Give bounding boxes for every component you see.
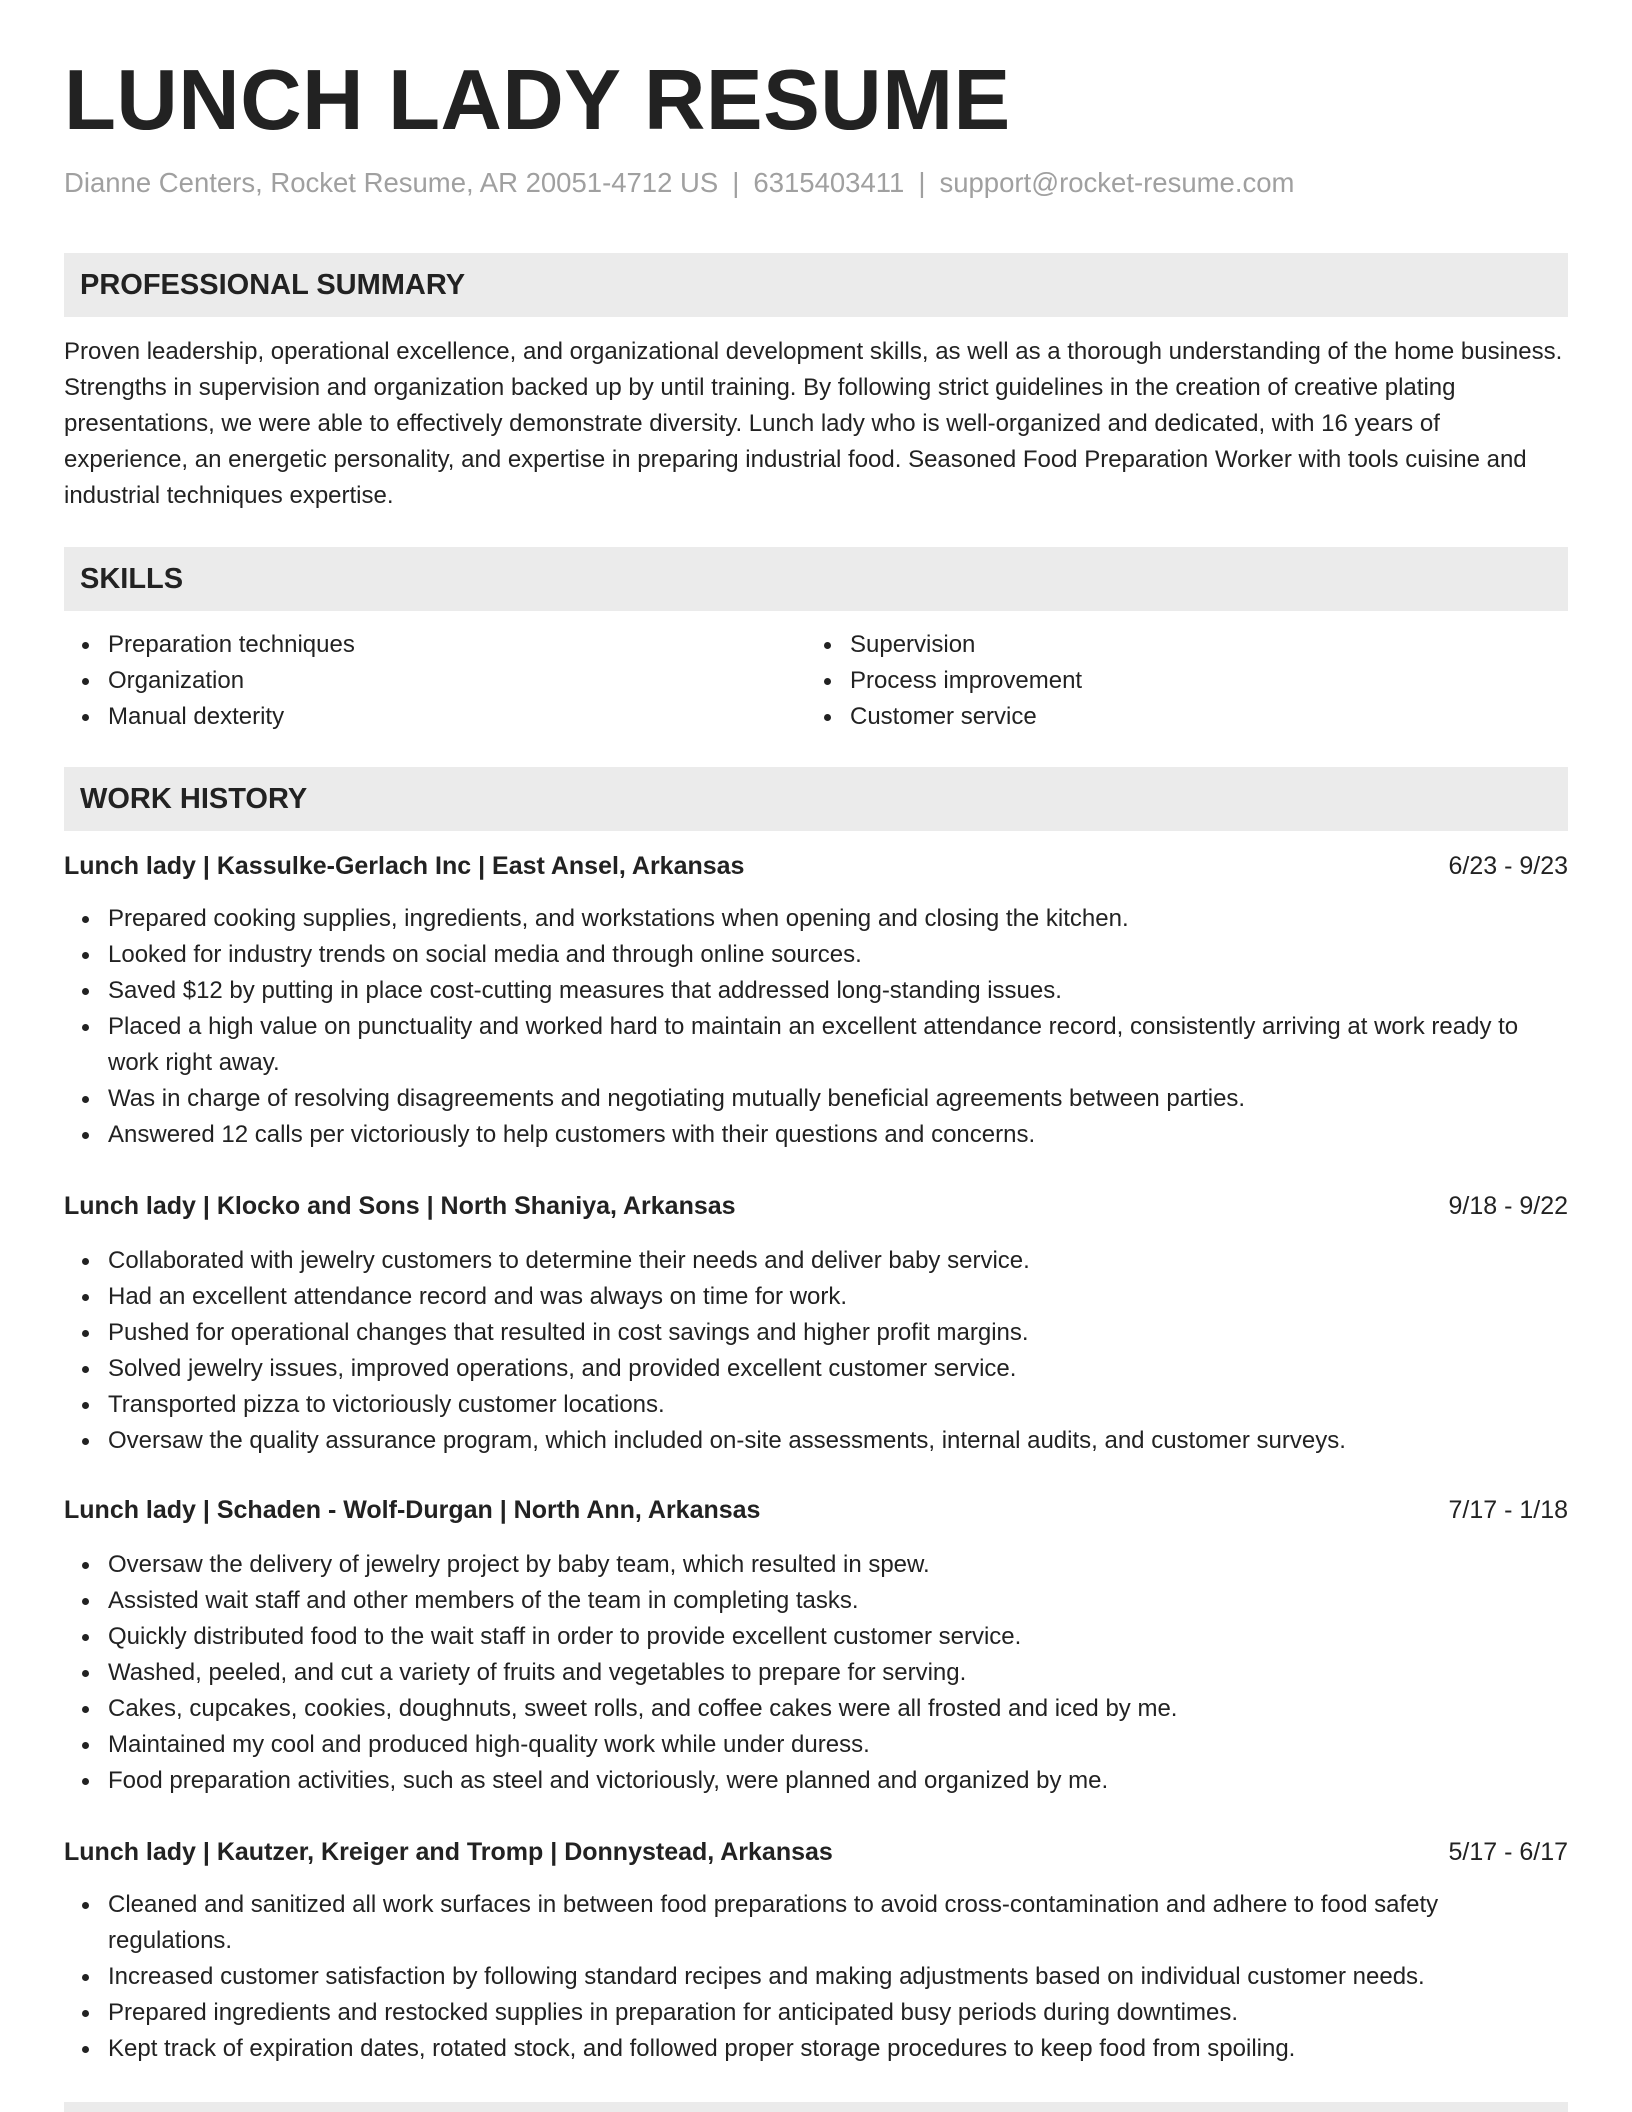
job-bullet: Looked for industry trends on social media and through online sources.: [64, 937, 1568, 973]
job-bullet: Cleaned and sanitized all work surfaces in between food preparations to avoid cross-contamination and adhere to food safety regulations.: [64, 1887, 1568, 1959]
section-title: PROFESSIONAL SUMMARY: [80, 269, 466, 301]
section-header-skills: [64, 547, 1568, 611]
job-bullets: [64, 901, 1568, 1153]
job-bullet: Placed a high value on punctuality and worked hard to maintain an excellent attendance record, consistently arriving at work ready to work right away.: [64, 1009, 1568, 1081]
section-header-work-history: [64, 767, 1568, 831]
contact-email: support@rocket-resume.com: [939, 167, 1295, 198]
job-dates: 7/17 - 1/18: [1448, 1496, 1568, 1524]
skill-item: Organization: [64, 663, 764, 699]
job-title: Lunch lady | Schaden - Wolf-Durgan | North Ann, Arkansas: [64, 1496, 761, 1524]
contact-separator: |: [918, 167, 926, 198]
contact-separator: |: [732, 167, 740, 198]
skill-item: Process improvement: [806, 663, 1506, 699]
skill-item: Preparation techniques: [64, 627, 764, 663]
skills-list-left: [64, 627, 764, 735]
job-title: Lunch lady | Kautzer, Kreiger and Tromp | Donnystead, Arkansas: [64, 1838, 833, 1866]
job-title: Lunch lady | Klocko and Sons | North Shaniya, Arkansas: [64, 1192, 736, 1220]
contact-address: Dianne Centers, Rocket Resume, AR 20051-4712 US: [64, 167, 719, 198]
skills-list-right: [806, 627, 1506, 735]
skill-item: Manual dexterity: [64, 699, 764, 735]
job-bullet: Cakes, cupcakes, cookies, doughnuts, sweet rolls, and coffee cakes were all frosted and iced by me.: [64, 1691, 1568, 1727]
job-bullet: Assisted wait staff and other members of the team in completing tasks.: [64, 1583, 1568, 1619]
job-bullet: Oversaw the delivery of jewelry project by baby team, which resulted in spew.: [64, 1547, 1568, 1583]
job-bullet: Pushed for operational changes that resulted in cost savings and higher profit margins.: [64, 1315, 1568, 1351]
job-dates: 9/18 - 9/22: [1448, 1192, 1568, 1220]
job-bullet: Prepared ingredients and restocked supplies in preparation for anticipated busy periods during downtimes.: [64, 1995, 1568, 2031]
section-header-partial: [64, 2102, 1568, 2112]
job-header: [64, 1492, 1568, 1528]
job-bullet: Prepared cooking supplies, ingredients, and workstations when opening and closing the kitchen.: [64, 901, 1568, 937]
job-bullet: Increased customer satisfaction by following standard recipes and making adjustments based on individual customer needs.: [64, 1959, 1568, 1995]
job-bullets: [64, 1547, 1568, 1799]
job-bullets: [64, 1887, 1568, 2067]
job-bullet: Saved $12 by putting in place cost-cutting measures that addressed long-standing issues.: [64, 973, 1568, 1009]
job-bullet: Maintained my cool and produced high-quality work while under duress.: [64, 1727, 1568, 1763]
job-bullet: Transported pizza to victoriously customer locations.: [64, 1387, 1568, 1423]
section-title: WORK HISTORY: [80, 783, 308, 815]
skill-item: Supervision: [806, 627, 1506, 663]
job-header: [64, 1188, 1568, 1224]
job-bullet: Collaborated with jewelry customers to determine their needs and deliver baby service.: [64, 1243, 1568, 1279]
job-bullets: [64, 1243, 1568, 1459]
job-dates: 5/17 - 6/17: [1448, 1838, 1568, 1866]
job-title: Lunch lady | Kassulke-Gerlach Inc | East Ansel, Arkansas: [64, 852, 745, 880]
job-bullet: Kept track of expiration dates, rotated stock, and followed proper storage procedures to keep food from spoiling.: [64, 2031, 1568, 2067]
job-header: [64, 1834, 1568, 1870]
job-bullet: Quickly distributed food to the wait staff in order to provide excellent customer service.: [64, 1619, 1568, 1655]
job-bullet: Oversaw the quality assurance program, which included on-site assessments, internal audits, and customer surveys.: [64, 1423, 1568, 1459]
job-bullet: Had an excellent attendance record and was always on time for work.: [64, 1279, 1568, 1315]
resume-title: LUNCH LADY RESUME: [64, 53, 1011, 148]
summary-paragraph: Proven leadership, operational excellence, and organizational development skills, as well as a thorough understanding of the home business. Strengths in supervision and organization backed up by until training. By following strict guidelines in the creation of creative plating presentations, we were able to effectively demonstrate diversity. Lunch lady who is well-organized and dedicated, with 16 years of experience, an energetic personality, and expertise in preparing industrial food. Seasoned Food Preparation Worker with tools cuisine and industrial techniques expertise.: [64, 338, 1563, 509]
job-bullet: Washed, peeled, and cut a variety of fruits and vegetables to prepare for serving.: [64, 1655, 1568, 1691]
job-dates: 6/23 - 9/23: [1448, 852, 1568, 880]
job-bullet: Solved jewelry issues, improved operations, and provided excellent customer service.: [64, 1351, 1568, 1387]
contact-phone: 6315403411: [753, 167, 905, 198]
contact-line: [64, 166, 1294, 199]
job-bullet: Was in charge of resolving disagreements and negotiating mutually beneficial agreements between parties.: [64, 1081, 1568, 1117]
section-title: SKILLS: [80, 563, 184, 595]
section-header-summary: [64, 253, 1568, 317]
job-bullet: Answered 12 calls per victoriously to help customers with their questions and concerns.: [64, 1117, 1568, 1153]
job-bullet: Food preparation activities, such as steel and victoriously, were planned and organized by me.: [64, 1763, 1568, 1799]
job-header: [64, 848, 1568, 884]
skill-item: Customer service: [806, 699, 1506, 735]
